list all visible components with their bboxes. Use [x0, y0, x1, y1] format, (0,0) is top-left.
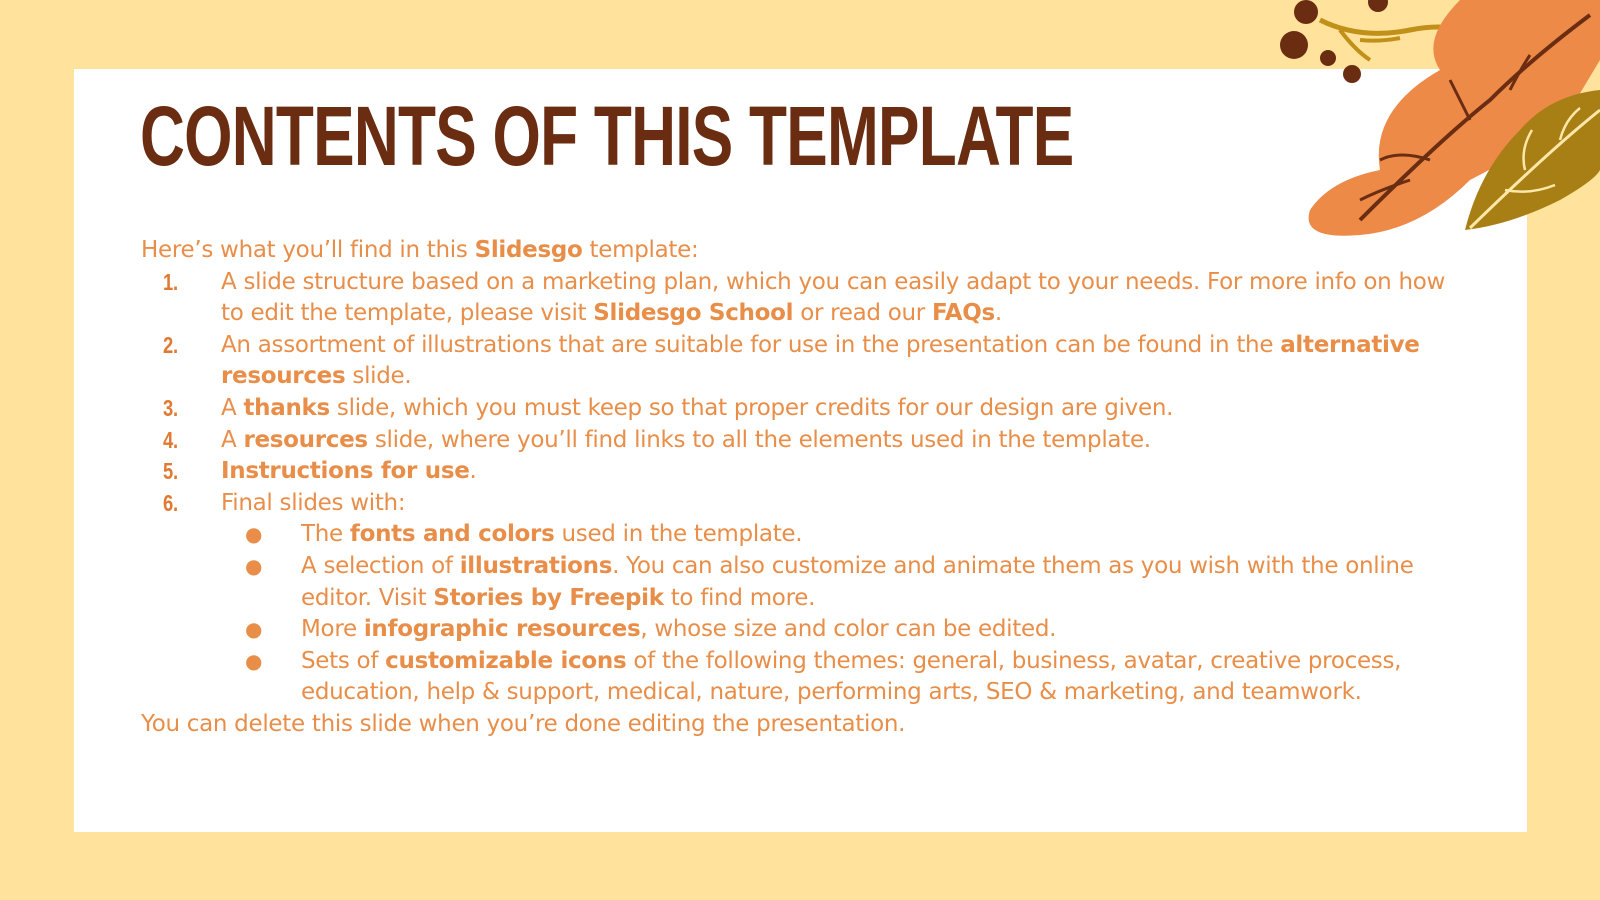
stories-freepik-link[interactable]: Stories by Freepik: [433, 584, 664, 611]
list-number: 6.: [163, 489, 178, 516]
sublist-item: ● The fonts and colors used in the template.: [221, 519, 1471, 551]
faqs-link[interactable]: FAQs: [931, 300, 995, 327]
slidesgo-link[interactable]: Slidesgo: [474, 237, 583, 263]
list-item: 4. A resources slide, where you’ll find links to all the elements used in the template.: [141, 425, 1471, 457]
instructions-link[interactable]: Instructions for use: [221, 458, 470, 485]
fonts-colors-link[interactable]: fonts and colors: [349, 521, 555, 548]
bullet-icon: ●: [245, 553, 263, 578]
sublist-item: ● A selection of illustrations. You can also customize and animate them as you wish with the online editor. Visit Stories by Freepik to find more.: [245, 552, 1414, 611]
list-item: 5. Instructions for use.: [141, 456, 1471, 488]
slide-body: [141, 235, 1471, 741]
infographic-resources-link[interactable]: infographic resources: [363, 616, 641, 643]
bullet-icon: ●: [245, 522, 263, 547]
bullet-icon: ●: [245, 617, 263, 642]
slide-title: CONTENTS OF THIS TEMPLATE: [140, 89, 1074, 183]
list-number: 1.: [163, 268, 178, 295]
list-item: 3. A thanks slide, which you must keep so that proper credits for our design are given.: [141, 393, 1471, 425]
sublist-item: ● More infographic resources, whose size and color can be edited.: [221, 614, 1471, 646]
list-item: 1. A slide structure based on a marketing plan, which you can easily adapt to your needs. For more info on how to edit the template, please visit Slidesgo School or read our FAQs.: [163, 268, 1446, 327]
intro-text: Here’s what you’ll find in this Slidesgo template:: [141, 237, 699, 263]
list-item: 6. Final slides with: ● The fonts and colors used in the template. ● A selection of illustrations. You can also customize and animate them as you wish with the online editor. Visit Stories by Freepik to find more. ● More infographic resources, whose size and color can be edited. ● Sets of customizable icons of the following themes: general, business, avatar, creative process, education, help & support, medical, nature, performing arts, SEO & marketing, and teamwork.: [141, 488, 1471, 709]
list-item: 2. An assortment of illustrations that are suitable for use in the presentation can be found in the alternative resources slide.: [163, 331, 1420, 390]
alternative-resources-link[interactable]: alternative resources: [221, 331, 1420, 390]
slidesgo-school-link[interactable]: Slidesgo School: [593, 300, 794, 327]
sublist-item: ● Sets of customizable icons of the following themes: general, business, avatar, creative process, education, help & support, medical, nature, performing arts, SEO & marketing, and teamwork.: [245, 647, 1402, 706]
bullet-icon: ●: [245, 648, 263, 673]
final-slides-sublist: [221, 519, 1471, 709]
list-number: 3.: [163, 394, 178, 421]
customizable-icons-link[interactable]: customizable icons: [385, 647, 627, 674]
autumn-leaves-decoration: [1270, 0, 1600, 240]
contents-list: [141, 267, 1471, 709]
footer-note: You can delete this slide when you’re done editing the presentation.: [141, 710, 906, 737]
resources-link[interactable]: resources: [243, 426, 368, 453]
thanks-link[interactable]: thanks: [243, 394, 330, 421]
illustrations-link[interactable]: illustrations: [459, 552, 613, 579]
list-number: 2.: [163, 331, 178, 358]
list-number: 5.: [163, 458, 178, 485]
list-number: 4.: [163, 426, 178, 453]
